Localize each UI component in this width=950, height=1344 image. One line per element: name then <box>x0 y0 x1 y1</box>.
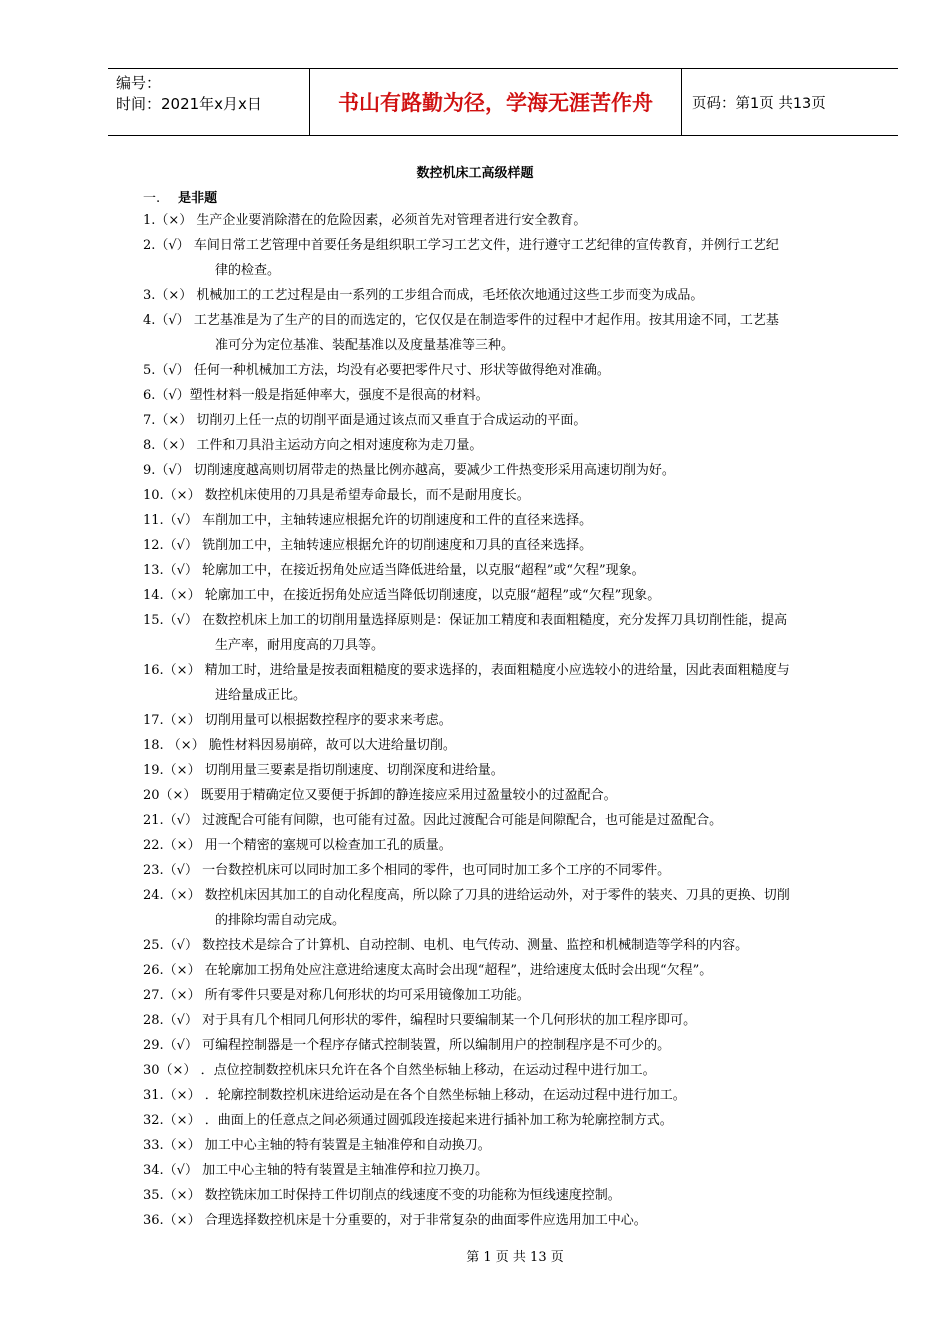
question-text: 11.（√） 车削加工中，主轴转速应根据允许的切削速度和工件的直径来选择。 <box>143 513 593 528</box>
section-number: 一. <box>143 191 161 206</box>
question-item <box>143 608 863 658</box>
question-text: 1.（×） 生产企业要消除潜在的危险因素，必须首先对管理者进行安全教育。 <box>143 213 587 228</box>
question-item <box>143 233 863 283</box>
question-text-continued: 的排除均需自动完成。 <box>215 913 346 928</box>
question-text: 29.（√） 可编程控制器是一个程序存储式控制装置，所以编制用户的控制程序是不可少的。 <box>143 1038 671 1053</box>
question-text: 20（×） 既要用于精确定位又要便于拆卸的静连接应采用过盈量较小的过盈配合。 <box>143 788 617 803</box>
question-text-continued: 生产率，耐用度高的刀具等。 <box>215 638 385 653</box>
question-text: 13.（√） 轮廓加工中，在接近拐角处应适当降低进给量，以克服“超程”或“欠程”现象。 <box>143 563 645 578</box>
question-item <box>143 1133 863 1158</box>
question-text-continued: 律的检查。 <box>215 263 281 278</box>
page-header <box>108 68 898 136</box>
question-item <box>143 308 863 358</box>
question-item <box>143 833 863 858</box>
time-label: 时间：2021年x月x日 <box>116 95 262 113</box>
question-list <box>143 208 863 1233</box>
question-item <box>143 583 863 608</box>
question-item <box>143 783 863 808</box>
question-text: 9.（√） 切削速度越高则切屑带走的热量比例亦越高，要减少工件热变形采用高速切削为好。 <box>143 463 675 478</box>
question-text: 27.（×） 所有零件只要是对称几何形状的均可采用镜像加工功能。 <box>143 988 530 1003</box>
question-text: 8.（×） 工件和刀具沿主运动方向之相对速度称为走刀量。 <box>143 438 483 453</box>
question-item <box>143 383 863 408</box>
document-title: 数控机床工高级样题 <box>416 166 534 181</box>
question-item <box>143 1033 863 1058</box>
question-text: 17.（×） 切削用量可以根据数控程序的要求来考虑。 <box>143 713 452 728</box>
question-text: 7.（×） 切削刃上任一点的切削平面是通过该点而又垂直于合成运动的平面。 <box>143 413 587 428</box>
question-text-continued: 准可分为定位基准、装配基准以及度量基准等三种。 <box>215 338 515 353</box>
question-item <box>143 433 863 458</box>
question-item <box>143 1083 863 1108</box>
page-footer: 第 1 页 共 13 页 <box>466 1250 564 1265</box>
question-text: 12.（√） 铣削加工中，主轴转速应根据允许的切削速度和刀具的直径来选择。 <box>143 538 593 553</box>
question-text: 23.（√） 一台数控机床可以同时加工多个相同的零件，也可同时加工多个工序的不同零件。 <box>143 863 671 878</box>
question-text: 19.（×） 切削用量三要素是指切削速度、切削深度和进给量。 <box>143 763 504 778</box>
question-text: 14.（×） 轮廓加工中，在接近拐角处应适当降低切削速度，以克服“超程”或“欠程”现象。 <box>143 588 661 603</box>
question-text: 4.（√） 工艺基准是为了生产的目的而选定的，它仅仅是在制造零件的过程中才起作用。按其用途不同，工艺基 <box>143 313 779 328</box>
question-text: 18. （×） 脆性材料因易崩碎，故可以大进给量切削。 <box>143 738 456 753</box>
question-item <box>143 933 863 958</box>
question-text: 36.（×） 合理选择数控机床是十分重要的，对于非常复杂的曲面零件应选用加工中心。 <box>143 1213 647 1228</box>
question-text: 33.（×） 加工中心主轴的特有装置是主轴准停和自动换刀。 <box>143 1138 491 1153</box>
question-item <box>143 1058 863 1083</box>
question-item <box>143 708 863 733</box>
number-label: 编号： <box>116 74 162 92</box>
question-text-continued: 进给量成正比。 <box>215 688 307 703</box>
question-text: 32.（×） ．曲面上的任意点之间必须通过圆弧段连接起来进行插补加工称为轮廓控制方式。 <box>143 1113 673 1128</box>
question-item <box>143 558 863 583</box>
question-item <box>143 208 863 233</box>
question-item <box>143 458 863 483</box>
question-text: 21.（√） 过渡配合可能有间隙，也可能有过盈。因此过渡配合可能是间隙配合，也可能是过盈配合。 <box>143 813 723 828</box>
question-text: 22.（×） 用一个精密的塞规可以检查加工孔的质量。 <box>143 838 452 853</box>
question-item <box>143 283 863 308</box>
question-item <box>143 658 863 708</box>
question-item <box>143 408 863 433</box>
section-name: 是非题 <box>178 191 218 206</box>
question-item <box>143 1158 863 1183</box>
question-item <box>143 1108 863 1133</box>
question-item <box>143 358 863 383</box>
header-meta <box>108 69 310 135</box>
question-text: 31.（×） ．轮廓控制数控机床进给运动是在各个自然坐标轴上移动，在运动过程中进行加工。 <box>143 1088 686 1103</box>
question-item <box>143 983 863 1008</box>
question-item <box>143 733 863 758</box>
question-text: 16.（×） 精加工时，进给量是按表面粗糙度的要求选择的，表面粗糙度小应选较小的进给量，因此表面粗糙度与 <box>143 663 790 678</box>
question-item <box>143 1183 863 1208</box>
question-item <box>143 808 863 833</box>
question-text: 34.（√） 加工中心主轴的特有装置是主轴准停和拉刀换刀。 <box>143 1163 489 1178</box>
question-text: 30（×） ．点位控制数控机床只允许在各个自然坐标轴上移动，在运动过程中进行加工。 <box>143 1063 656 1078</box>
question-item <box>143 758 863 783</box>
question-text: 15.（√） 在数控机床上加工的切削用量选择原则是：保证加工精度和表面粗糙度，充分发挥刀具切削性能，提高 <box>143 613 788 628</box>
question-item <box>143 533 863 558</box>
section-heading <box>143 187 217 206</box>
question-item <box>143 858 863 883</box>
question-item <box>143 883 863 933</box>
question-text: 25.（√） 数控技术是综合了计算机、自动控制、电机、电气传动、测量、监控和机械制造等学科的内容。 <box>143 938 749 953</box>
question-text: 6.（√）塑性材料一般是指延伸率大，强度不是很高的材料。 <box>143 388 489 403</box>
question-text: 5.（√） 任何一种机械加工方法，均没有必要把零件尺寸、形状等做得绝对准确。 <box>143 363 610 378</box>
question-text: 28.（√） 对于具有几个相同几何形状的零件，编程时只要编制某一个几何形状的加工程序即可。 <box>143 1013 697 1028</box>
question-item <box>143 1208 863 1233</box>
header-page-info: 页码：第1页 共13页 <box>692 95 826 112</box>
question-text: 35.（×） 数控铣床加工时保持工件切削点的线速度不变的功能称为恒线速度控制。 <box>143 1188 621 1203</box>
question-text: 2.（√） 车间日常工艺管理中首要任务是组织职工学习工艺文件，进行遵守工艺纪律的宣传教育，并例行工艺纪 <box>143 238 779 253</box>
question-item <box>143 483 863 508</box>
question-text: 3.（×） 机械加工的工艺过程是由一系列的工步组合而成，毛坯依次地通过这些工步而变为成品。 <box>143 288 704 303</box>
question-text: 10.（×） 数控机床使用的刀具是希望寿命最长，而不是耐用度长。 <box>143 488 530 503</box>
question-item <box>143 1008 863 1033</box>
question-item <box>143 508 863 533</box>
question-text: 24.（×） 数控机床因其加工的自动化程度高，所以除了刀具的进给运动外，对于零件的装夹、刀具的更换、切削 <box>143 888 790 903</box>
question-item <box>143 958 863 983</box>
question-text: 26.（×） 在轮廓加工拐角处应注意进给速度太高时会出现“超程”，进给速度太低时会出现“欠程”。 <box>143 963 713 978</box>
header-motto: 书山有路勤为径，学海无涯苦作舟 <box>310 69 682 135</box>
